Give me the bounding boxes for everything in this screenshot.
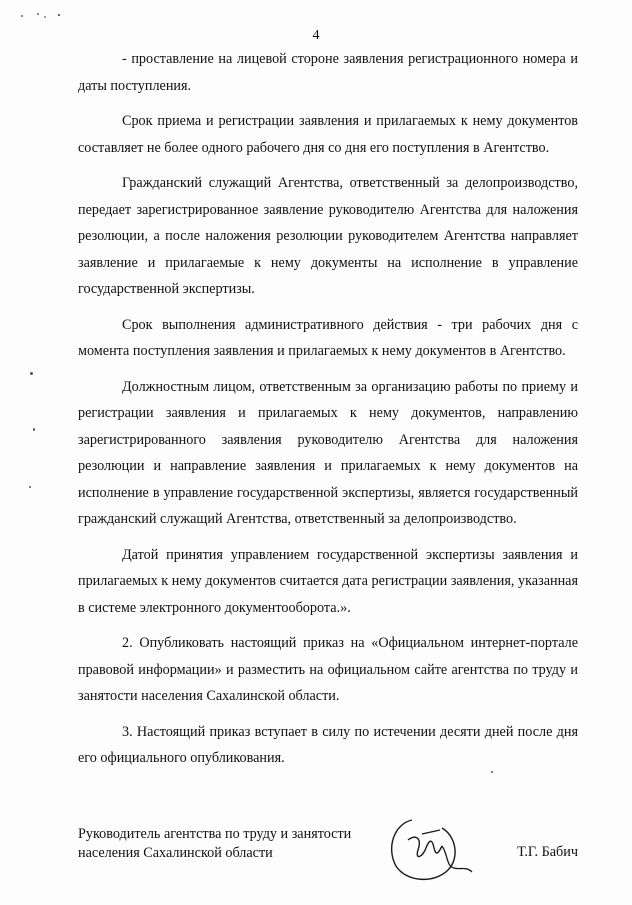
paragraph-publication-order: 2. Опубликовать настоящий приказ на «Официальном интернет-портале правовой информации» и разместить на официальном сайте агентства по труду и занятости населения Сахалинской области.	[78, 635, 578, 704]
page-number: 4	[312, 28, 320, 43]
paragraph-action-term: Срок выполнения административного действия - три рабочих дня с момента поступления заявления и прилагаемых к нему документов в Агентство.	[78, 316, 578, 359]
paragraph-entry-into-force: 3. Настоящий приказ вступает в силу по истечении десяти дней после дня его официального опубликования.	[78, 723, 578, 766]
paragraph-registration-term: Срок приема и регистрации заявления и прилагаемых к нему документов составляет не более одного рабочего дня со дня его поступления в Агентство.	[78, 113, 578, 156]
signatory-position-line-1: Руководитель агентства по труду и занятости	[78, 826, 352, 842]
scan-marks	[18, 8, 68, 20]
signatory-position	[78, 825, 378, 863]
scan-speck	[33, 428, 35, 431]
paragraph-registration-marking: - проставление на лицевой стороне заявления регистрационного номера и даты поступления.	[78, 51, 578, 94]
paragraph-acceptance-date: Датой принятия управлением государственной экспертизы заявления и прилагаемых к нему документов считается дата регистрации заявления, указанная в системе электронного документооборота.».	[78, 546, 578, 616]
paragraph-civil-servant-duties: Гражданский служащий Агентства, ответственный за делопроизводство, передает зарегистрированное заявление руководителю Агентства для наложения резолюции, а после наложения резолюции руководителем Агентства направляет заявление и прилагаемые к нему документы на исполнение в управление государственной экспертизы.	[78, 175, 578, 297]
paragraph-responsible-official: Должностным лицом, ответственным за организацию работы по приему и регистрации заявления и прилагаемых к нему документов, направлению зарегистрированного заявления руководителю Агентства для наложения резолюции и направление заявления и прилагаемых к нему документов на исполнение в управление государственной экспертизы, является государственный гражданский служащий Агентства, ответственный за делопроизводство.	[78, 378, 578, 527]
handwritten-signature	[382, 808, 482, 888]
signatory-position-line-2: населения Сахалинской области	[78, 845, 273, 861]
scan-speck	[29, 486, 31, 488]
document-body	[78, 46, 578, 781]
scan-speck	[30, 372, 33, 375]
scan-speck	[491, 771, 493, 773]
signatory-name: Т.Г. Бабич	[517, 844, 578, 860]
